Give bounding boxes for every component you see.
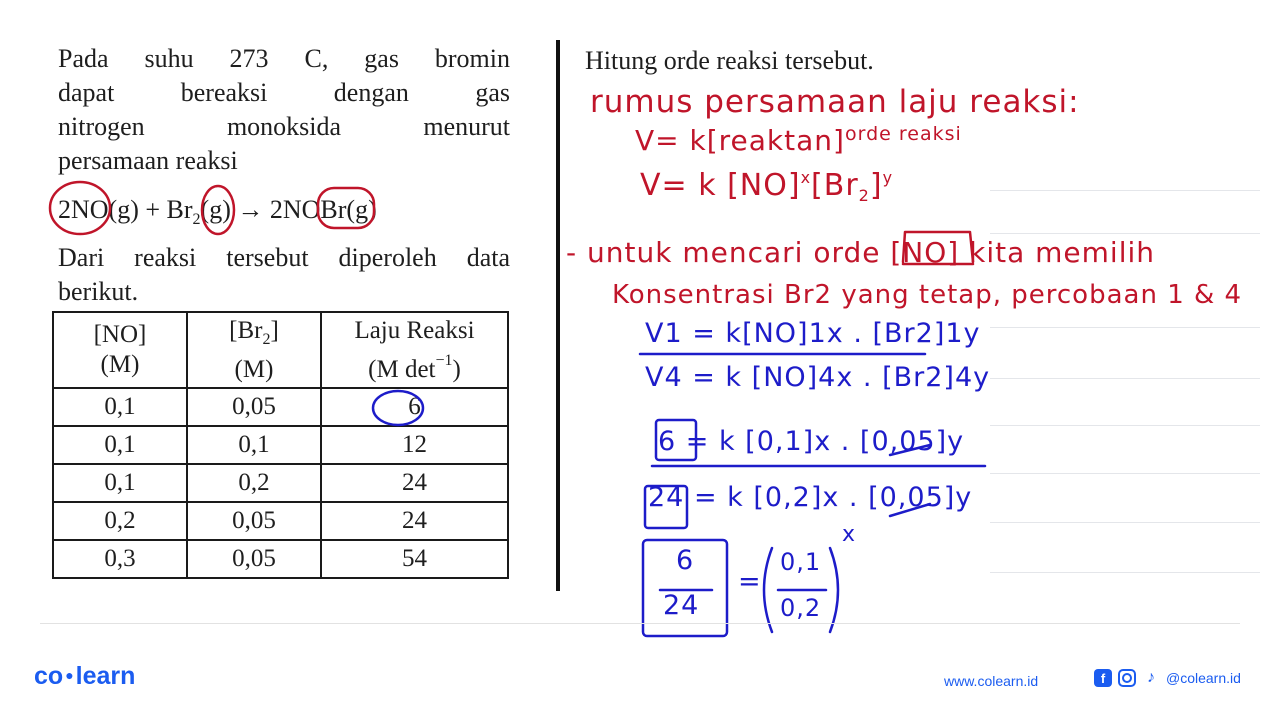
red-box-product — [318, 188, 374, 228]
equation-left: 2NO(g) + Br — [58, 195, 193, 224]
website-link[interactable]: www.colearn.id — [944, 673, 1039, 689]
handwritten-v4-equation: V4 = k [NO]4x . [Br2]4y — [645, 362, 991, 393]
red-ink-marks — [50, 182, 973, 264]
blue-box-ratio — [643, 540, 727, 636]
blue-circle-rate — [373, 391, 423, 425]
blue-ink-marks — [373, 351, 985, 636]
table-cell: 24 — [321, 464, 508, 502]
question-line: Pada suhu 273 C, gas bromin — [58, 44, 510, 73]
logo-part: co — [34, 662, 64, 690]
header-rate-close: ) — [452, 355, 461, 383]
right-paren — [830, 548, 838, 632]
tiktok-icon[interactable]: ♪ — [1147, 669, 1155, 686]
header-rate-sup: −1 — [435, 351, 453, 369]
handwritten-step-note: - untuk mencari orde [NO] kita memilih — [566, 236, 1156, 269]
question-line: persamaan reaksi — [58, 146, 238, 175]
strike-mark — [890, 445, 930, 455]
social-handle[interactable]: @colearn.id — [1166, 670, 1241, 686]
table-cell: 0,2 — [187, 464, 321, 502]
handwritten-v1-equation: V1 = k[NO]1x . [Br2]1y — [645, 318, 981, 349]
colearn-logo — [34, 662, 135, 691]
handwritten-exp4-values: 24 = k [0,2]x . [0,05]y — [648, 482, 973, 513]
table-cell: 24 — [321, 502, 508, 540]
handwritten-rate-close: ] — [869, 168, 883, 203]
logo-dot-icon: ● — [65, 667, 74, 683]
handwritten-rate-law-title: rumus persamaan laju reaksi: — [590, 84, 1080, 120]
handwritten-rate-law-base: V= k[reaktan] — [635, 124, 845, 157]
red-circle-coefficient — [50, 182, 110, 234]
handwritten-rate-no: V= k [NO] — [640, 168, 801, 203]
data-intro-line: berikut. — [58, 277, 139, 306]
task-prompt: Hitung orde reaksi tersebut. — [585, 46, 874, 75]
equation-right: (g) → 2NOBr(g) — [200, 195, 377, 224]
question-line: nitrogen monoksida menurut — [58, 112, 510, 141]
table-cell: 54 — [321, 540, 508, 578]
table-cell: 0,1 — [187, 426, 321, 464]
header-no-unit: (M) — [100, 351, 140, 378]
left-paren — [764, 548, 772, 632]
handwritten-experiment-choice: Konsentrasi Br2 yang tetap, percobaan 1 & 4 — [612, 280, 1243, 310]
table-cell: 6 — [321, 388, 508, 426]
header-rate-top: Laju Reaksi — [354, 316, 475, 344]
logo-part: learn — [75, 662, 136, 690]
header-no-top: [NO] — [93, 321, 147, 348]
table-cell: 0,05 — [187, 540, 321, 578]
table-cell: 0,2 — [53, 502, 187, 540]
header-rate-unit-label: (M det — [368, 355, 436, 383]
table-cell: 0,1 — [53, 426, 187, 464]
data-intro-line: Dari reaksi tersebut diperoleh data — [58, 243, 510, 272]
strike-mark — [890, 504, 930, 516]
question-line: dapat bereaksi dengan gas — [58, 78, 510, 107]
handwritten-exp1-values: 6 = k [0,1]x . [0,05]y — [658, 426, 965, 457]
handwritten-exp-x: x — [800, 168, 812, 187]
handwritten-conc-denominator: 0,2 — [780, 594, 822, 622]
table-cell: 0,3 — [53, 540, 187, 578]
table-cell: 0,05 — [187, 388, 321, 426]
facebook-icon[interactable]: f — [1094, 669, 1112, 687]
blue-box-24 — [645, 486, 687, 528]
handwritten-conc-numerator: 0,1 — [780, 548, 822, 576]
table-cell: 0,05 — [187, 502, 321, 540]
social-links — [1094, 669, 1241, 687]
handwritten-ratio-equals: = — [738, 566, 762, 597]
table-cell: 12 — [321, 426, 508, 464]
table-cell: 0,1 — [53, 388, 187, 426]
handwritten-ratio-numerator: 6 — [676, 545, 695, 576]
header-br2-sub: 2 — [262, 330, 271, 348]
handwritten-exp-y: y — [882, 168, 894, 187]
table-cell: 0,1 — [53, 464, 187, 502]
handwritten-br-sub: 2 — [858, 186, 870, 205]
header-br2-unit: (M) — [234, 355, 274, 383]
header-br2-label: [Br — [229, 316, 263, 344]
equation-subscript: 2 — [192, 211, 201, 228]
handwritten-order-label: orde reaksi — [844, 123, 962, 145]
red-circle-br — [202, 186, 234, 234]
red-box-no — [903, 232, 973, 264]
handwritten-ratio-exponent: x — [842, 522, 857, 547]
blue-box-6 — [656, 420, 696, 460]
footer-divider — [40, 623, 1240, 624]
header-br2-close: ] — [270, 316, 279, 344]
instagram-icon[interactable] — [1118, 669, 1136, 687]
handwritten-ratio-denominator: 24 — [663, 590, 700, 621]
handwritten-rate-br: [Br — [811, 168, 859, 203]
